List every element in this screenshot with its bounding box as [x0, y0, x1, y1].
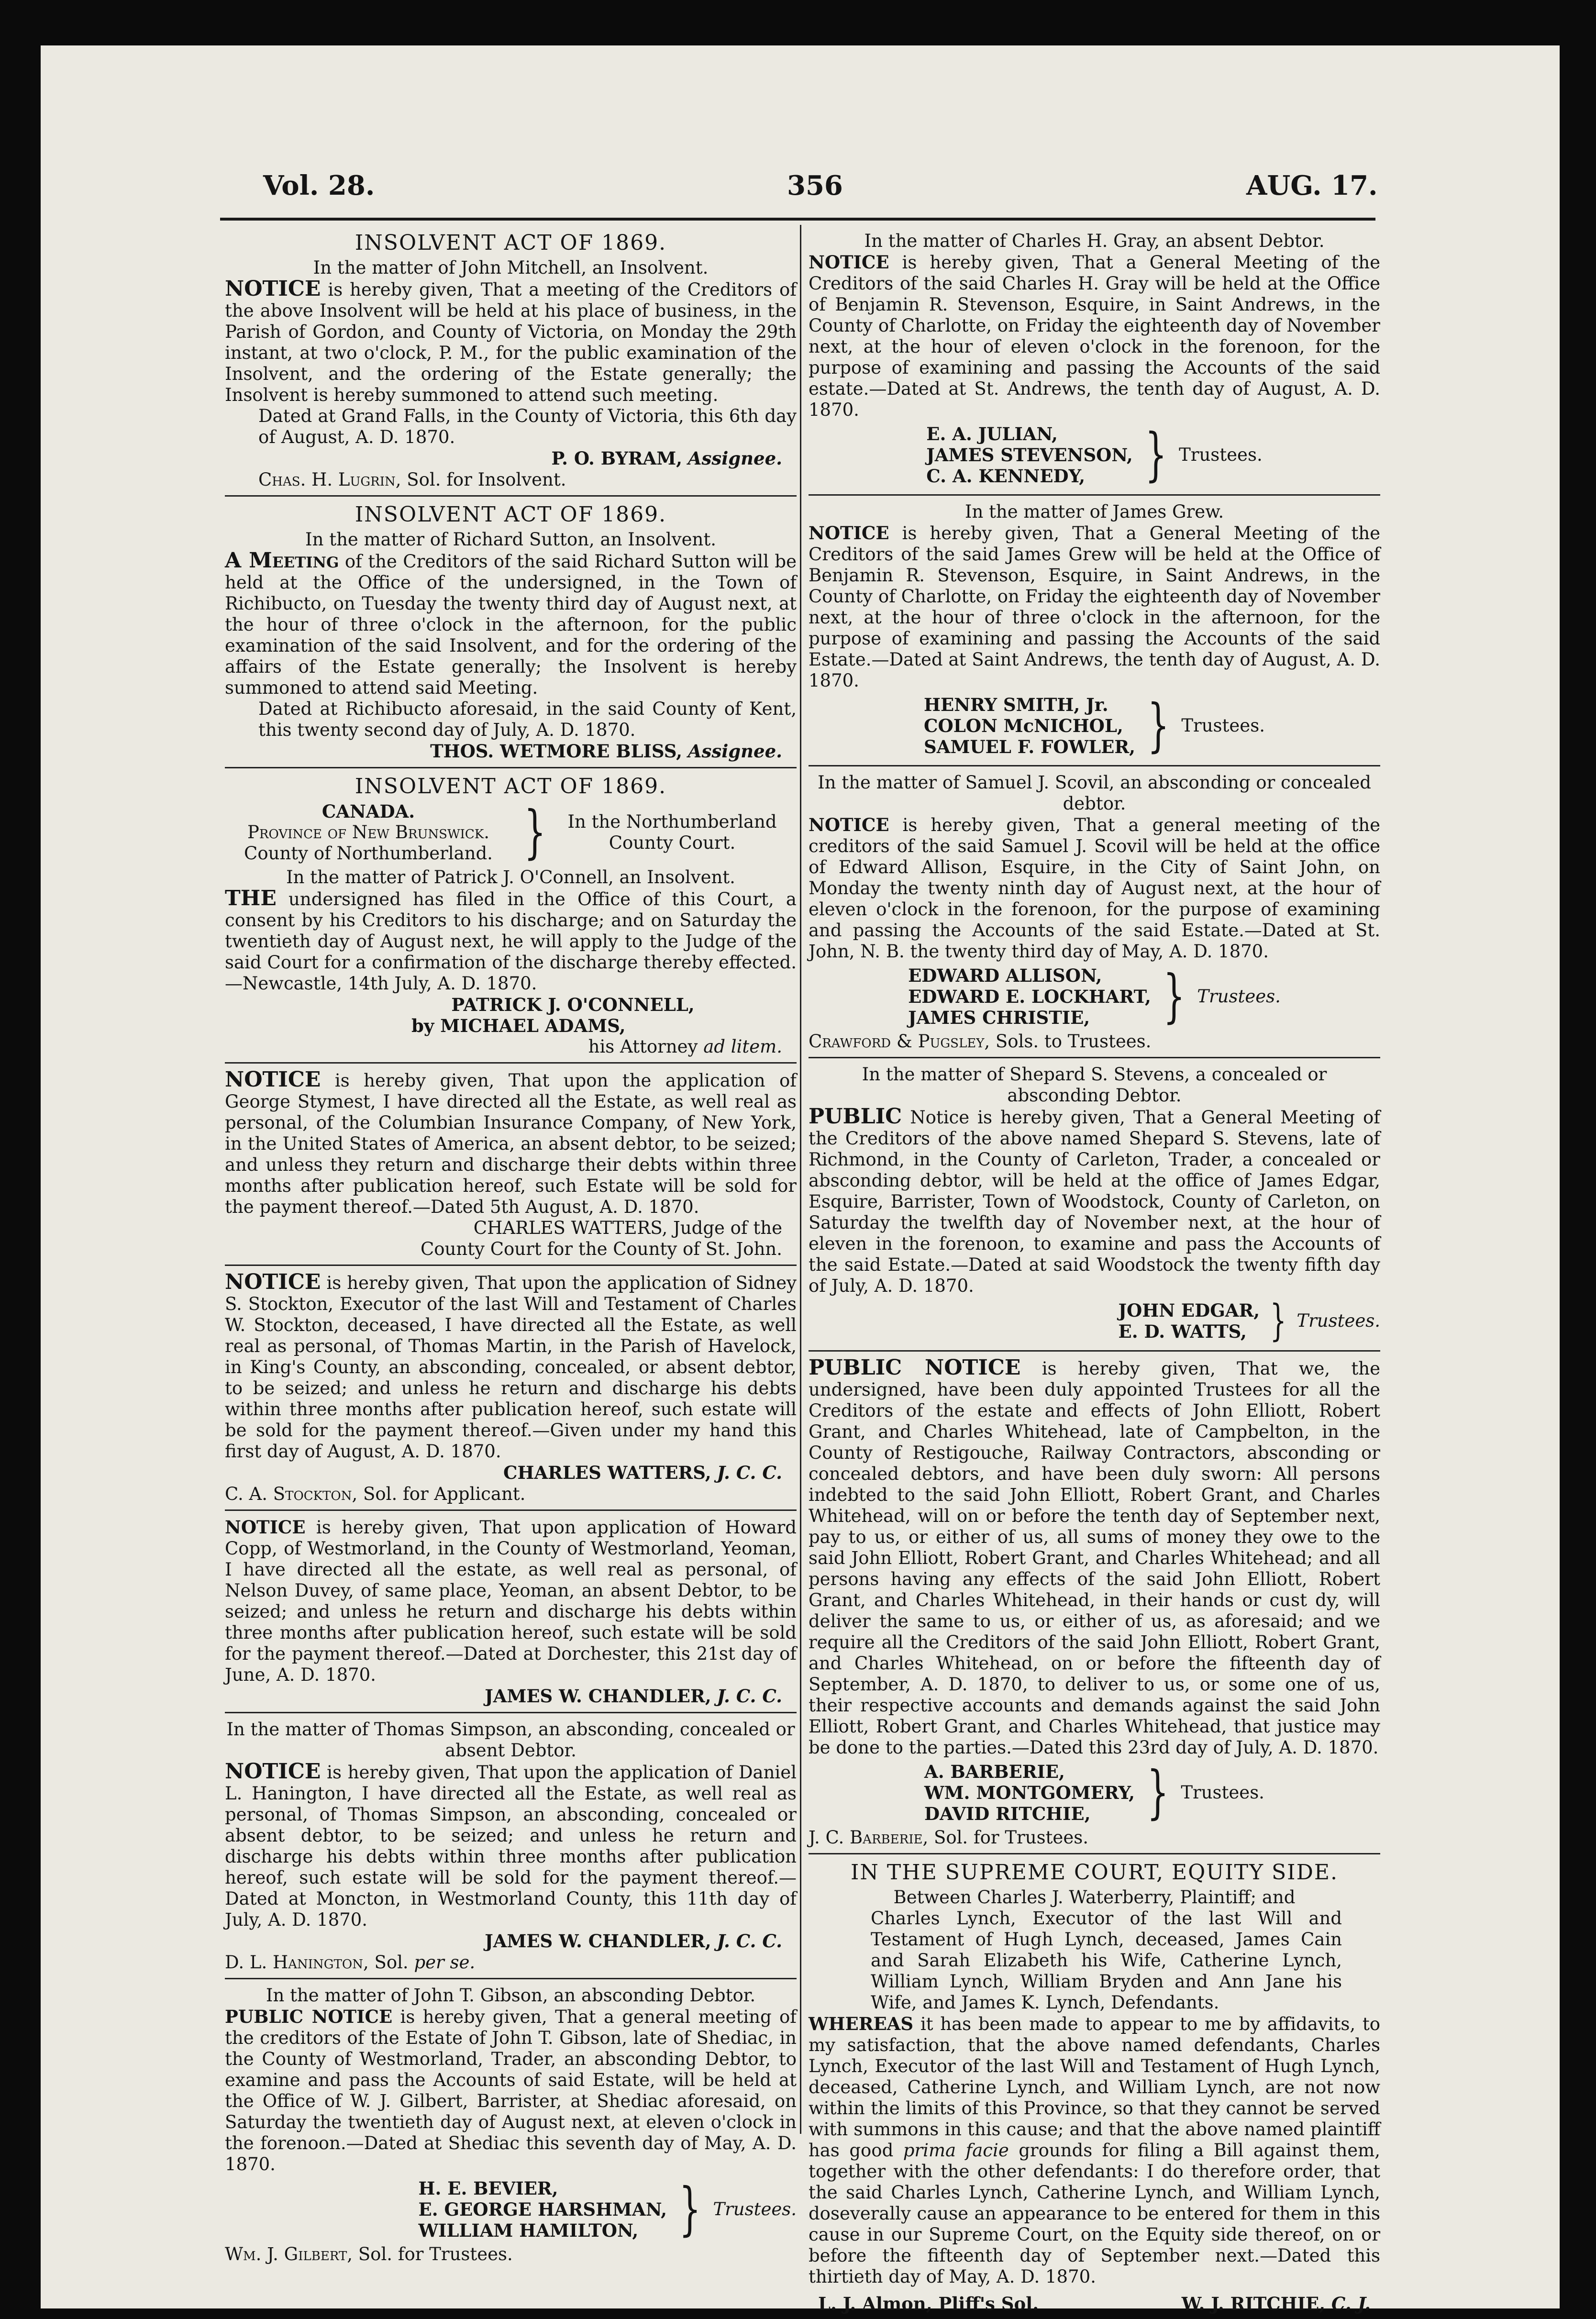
- notice-body: is hereby given, That a General Meeting of the Creditors of the said James Grew will be held at the Office of Benjamin R. Stevenson, Esquire, in Saint Andrews, in the County of Charlotte, on Friday the eighteenth day of November next, at the hour of three o'clock in the afternoon, for the purpose of examining and passing the Accounts of the said Estate.—Dated at Saint Andrews, the tenth day of August, A. D. 1870.: [809, 523, 1380, 691]
- notice-matter: In the matter of Thomas Simpson, an absconding, concealed or absent Debtor.: [226, 1719, 795, 1761]
- trustee-name: COLON McNICHOL,: [924, 715, 1123, 736]
- notice-lead: THE: [225, 886, 277, 910]
- notice-body: is hereby given, That we, the undersigned, have been duly appointed Trustees for all the Creditors of the estate and effects of John Elliott, Robert Grant, and Charles Whitehead, late of Campbelton, in the County of Restigouche, Railway Contractors, absconding or concealed debtors, and have been duly sworn: All persons indebted to the said John Elliott, Robert Grant, and Charles Whitehead, will on or before the tenth day of September next, pay to us, or either of us, all sums of money they owe to the said John Elliott, Robert Grant, and Charles Whitehead; and all persons having any effects of the said John Elliott, Robert Grant, and Charles Whitehead, in their hands or cust dy, will deliver the same to us, or either of us, as aforesaid; and we require all the Creditors of the said John Elliott, Robert Grant, and Charles Whitehead, on or before the fifteenth day of September, A. D. 1870, to deliver to us, or some one of us, their respective accounts and demands against the said John Elliott, Robert Grant, and Charles Whitehead, that justice may be done to the parties.—Dated this 23rd day of July, A. D. 1870.: [809, 1358, 1380, 1758]
- page-number: 356: [787, 170, 843, 201]
- solicitor-name: Chas. H. Lugrin: [258, 469, 396, 490]
- notice-grew: [809, 496, 1380, 766]
- notice-lead: NOTICE: [225, 1270, 321, 1294]
- notice-lead: NOTICE: [809, 814, 889, 835]
- brace-icon: }: [1163, 963, 1186, 1030]
- solicitor-signature: L. J. Almon, Pliff's Sol.: [818, 2293, 1039, 2314]
- notice-body: is hereby given, That a meeting of the Creditors of the above Insolvent will be held at his place of business, in the Parish of Gordon, and County of Victoria, on Monday the 29th instant, at two o'clock, P. M., for the public examination of the Insolvent, and the ordering of the Estate generally; the Insolvent is hereby summoned to attend such meeting.: [225, 279, 797, 405]
- notice-title: IN THE SUPREME COURT, EQUITY SIDE.: [851, 1860, 1338, 1885]
- signature: JAMES W. CHANDLER,: [485, 1931, 711, 1952]
- left-column: [225, 225, 797, 2270]
- trustee-name: JAMES STEVENSON,: [926, 444, 1133, 466]
- signature: P. O. BYRAM,: [551, 448, 683, 469]
- signature-role: J. C. C.: [717, 1686, 782, 1707]
- notice-supreme-court: [809, 1854, 1380, 2319]
- notice-lead: PUBLIC: [809, 1104, 902, 1129]
- volume-number: Vol. 28.: [263, 170, 375, 201]
- trustees-block: [809, 694, 1380, 757]
- signature-title: County Court for the County of St. John.: [420, 1239, 782, 1259]
- issue-date: AUG. 17.: [1246, 170, 1378, 201]
- judge-signature: W. J. RITCHIE,: [1181, 2293, 1326, 2314]
- trustees-block: [809, 1761, 1380, 1824]
- trustee-name: E. GEORGE HARSHMAN,: [418, 2199, 667, 2220]
- brace-icon: }: [1147, 1759, 1169, 1826]
- court-line-1: In the Northumberland: [567, 811, 777, 832]
- notice-stymest: [225, 1064, 797, 1266]
- signature: JAMES W. CHANDLER,: [485, 1686, 711, 1707]
- notice-lead: NOTICE: [225, 277, 321, 301]
- signature-attorney: by MICHAEL ADAMS,: [411, 1015, 626, 1036]
- trustee-name: WILLIAM HAMILTON,: [418, 2220, 639, 2241]
- notice-body-italic: prima facie: [903, 2140, 1009, 2161]
- notice-body: is hereby given, That upon the application of Daniel L. Hanington, I have directed all the Estate, as well real as personal, of Thomas Simpson, an absconding, concealed or absent debtor, to be seized; and unless he return and discharge his debts within three months after publication hereof, such estate will be sold for the payment thereof.—Dated at Moncton, in Westmorland County, this 11th day of July, A. D. 1870.: [225, 1762, 797, 1930]
- notice-stevens: [809, 1058, 1380, 1352]
- solicitor-name: J. C. Barberie: [809, 1827, 923, 1848]
- county: County of Northumberland.: [244, 843, 493, 864]
- trustee-name: SAMUEL F. FOWLER,: [924, 736, 1135, 757]
- notice-stockton: [225, 1266, 797, 1511]
- notice-lead: NOTICE: [225, 1759, 321, 1784]
- signature-role: Assignee.: [687, 741, 782, 762]
- notice-body: of the Creditors of the said Richard Sutton will be held at the Office of the undersigned, in the Town of Richibucto, on Tuesday the twenty third day of August next, at the hour of three o'clock in the afternoon, for the public examination of the said Insolvent, and for the ordering of the affairs of the Estate generally; the Insolvent is hereby summoned to attend said Meeting.: [225, 551, 797, 698]
- trustee-name: H. E. BEVIER,: [418, 2178, 558, 2199]
- signature: THOS. WETMORE BLISS,: [430, 741, 683, 762]
- trustees-label: Trustees.: [713, 2199, 797, 2219]
- province: Province of New Brunswick.: [247, 822, 490, 843]
- notice-lead: PUBLIC NOTICE: [809, 1355, 1021, 1380]
- trustees-label: Trustees.: [1179, 444, 1263, 465]
- right-column: [809, 225, 1380, 2319]
- trustees-label: Trustees.: [1181, 715, 1265, 736]
- notice-lead: NOTICE: [809, 522, 889, 544]
- notice-body: undersigned has filed in the Office of this Court, a consent by his Creditors to his discharge; and on Saturday the twentieth day of August next, he will apply to the Judge of the said Court for a confirmation of the discharge thereby effected.—Newcastle, 14th July, A. D. 1870.: [225, 889, 797, 994]
- notice-scovil: [809, 766, 1380, 1058]
- solicitor-role: , Sol.: [363, 1952, 409, 1973]
- solicitor-role: , Sol. for Insolvent.: [395, 469, 566, 490]
- notice-dated: Dated at Grand Falls, in the County of Victoria, this 6th day of August, A. D. 1870.: [258, 406, 797, 447]
- notice-matter: In the matter of Charles H. Gray, an absent Debtor.: [864, 231, 1325, 251]
- notice-mitchell: [225, 225, 797, 497]
- solicitor-name: D. L. Hanington: [225, 1952, 363, 1973]
- trustees-block: [809, 423, 1380, 487]
- trustee-name: WM. MONTGOMERY,: [924, 1782, 1135, 1803]
- notice-copp: [225, 1511, 797, 1713]
- solicitor-role: , Sol. for Trustees.: [347, 2244, 513, 2264]
- trustees-label: Trustees.: [1297, 1310, 1380, 1331]
- notice-oconnell: [225, 768, 797, 1064]
- signature-role: J. C. C.: [717, 1931, 782, 1952]
- notice-sutton: [225, 497, 797, 768]
- notice-lead: NOTICE: [809, 252, 889, 273]
- trustee-name: JOHN EDGAR,: [1118, 1300, 1260, 1321]
- solicitor-name: C. A. Stockton: [225, 1484, 352, 1504]
- notice-simpson: [225, 1713, 797, 1979]
- notice-body: is hereby given, That upon application of Howard Copp, of Westmorland, in the County of Westmorland, Yeoman, I have directed all the estate, as well real as personal, of Nelson Duvey, of same place, Yeoman, an absent Debtor, to be seized; and unless he return and discharge his debts within three months after publication hereof, such estate will be sold for the payment thereof.—Dated at Dorchester, this 21st day of June, A. D. 1870.: [225, 1517, 797, 1685]
- solicitor-role-italic: per se.: [414, 1952, 476, 1973]
- notice-matter: In the matter of John T. Gibson, an absconding Debtor.: [266, 1985, 756, 2006]
- notice-matter: In the matter of Samuel J. Scovil, an absconding or concealed debtor.: [818, 772, 1371, 814]
- signature: CHARLES WATTERS,: [503, 1462, 711, 1483]
- solicitor-name: Wm. J. Gilbert: [225, 2244, 347, 2264]
- trustee-name: E. D. WATTS,: [1118, 1321, 1247, 1342]
- trustees-block: [225, 2178, 797, 2241]
- judge-role: C. J.: [1331, 2293, 1371, 2314]
- attorney-label-italic: ad litem.: [703, 1036, 782, 1057]
- trustee-name: A. BARBERIE,: [924, 1761, 1065, 1782]
- notice-lead: NOTICE: [225, 1517, 306, 1538]
- header-rule: [220, 218, 1375, 221]
- brace-icon: }: [1147, 692, 1170, 759]
- jurisdiction-block: [225, 801, 797, 864]
- signature: PATRICK J. O'CONNELL,: [451, 994, 695, 1015]
- notice-body: is hereby given, That a general meeting of the creditors of the said Samuel J. Scovil will be held at the office of Edward Allison, Esquire, in the City of Saint John, on Monday the twenty ninth day of August next, at the hour of eleven o'clock in the forenoon, for the purpose of examining and passing the Accounts of the said Estate.—Dated at St. John, N. B. the twenty third day of May, A. D. 1870.: [809, 815, 1380, 962]
- solicitor-role: , Sol. for Applicant.: [352, 1484, 526, 1504]
- brace-icon: }: [1145, 422, 1167, 488]
- brace-icon: }: [679, 2176, 701, 2242]
- notice-elliott: [809, 1352, 1380, 1854]
- signature-role: Assignee.: [687, 448, 782, 469]
- signature-role: J. C. C.: [717, 1462, 782, 1483]
- notice-matter: In the matter of Shepard S. Stevens, a concealed or absconding Debtor.: [862, 1064, 1327, 1106]
- notice-title: INSOLVENT ACT OF 1869.: [355, 774, 667, 799]
- trustee-name: E. A. JULIAN,: [926, 423, 1058, 444]
- parties-between: Between Charles J. Waterberry, Plaintiff; and: [893, 1887, 1296, 1908]
- notice-lead: A Meeting: [225, 548, 339, 573]
- notice-dated: Dated at Richibucto aforesaid, in the said County of Kent, this twenty second day of July, A. D. 1870.: [258, 699, 797, 740]
- notice-gray: [809, 225, 1380, 496]
- trustees-block: [809, 1296, 1380, 1346]
- notice-matter: In the matter of James Grew.: [964, 501, 1224, 522]
- trustee-name: DAVID RITCHIE,: [924, 1803, 1091, 1824]
- attorney-label: his Attorney: [588, 1036, 698, 1057]
- notice-gibson: [225, 1979, 797, 2270]
- trustee-name: HENRY SMITH, Jr.: [924, 694, 1108, 715]
- notice-body: is hereby given, That a General Meeting of the Creditors of the said Charles H. Gray will be held at the Office of Benjamin R. Stevenson, Esquire, in Saint Andrews, in the County of Charlotte, on Friday the eighteenth day of November next, at the hour of eleven o'clock in the forenoon, for the purpose of examining and passing the Accounts of the said estate.—Dated at St. Andrews, the tenth day of August, A. D. 1870.: [809, 252, 1380, 420]
- notice-body: it has been made to appear to me by affidavits, to my satisfaction, that the above named defendants, Charles Lynch, Executor of the last Will and Testament of Hugh Lynch, deceased, Catherine Lynch, and William Lynch, are not now within the limits of this Province, so that they cannot be served with summons in this cause; and that the above named plaintiff has good: [809, 2014, 1380, 2161]
- trustee-name: C. A. KENNEDY,: [926, 466, 1086, 487]
- notice-title: INSOLVENT ACT OF 1869.: [355, 502, 667, 527]
- notice-body: is hereby given, That a general meeting of the creditors of the Estate of John T. Gibson, late of Shediac, in the County of Westmorland, Trader, an absconding Debtor, to examine and pass the Accounts of said Estate, will be held at the Office of W. J. Gilbert, Barrister, at Shediac aforesaid, on Saturday the twentieth day of August next, at eleven o'clock in the forenoon.—Dated at Shediac this seventh day of May, A. D. 1870.: [225, 2007, 797, 2175]
- parties-defendants: Charles Lynch, Executor of the last Will and Testament of Hugh Lynch, deceased, James Cain and Sarah Elizabeth his Wife, Catherine Lynch, William Lynch, William Bryden and Ann Jane his Wife, and James K. Lynch, Defendants.: [871, 1908, 1342, 2013]
- solicitor-role: , Sols. to Trustees.: [984, 1031, 1152, 1052]
- trustee-name: JAMES CHRISTIE,: [908, 1007, 1090, 1028]
- notice-body: is hereby given, That upon the application of George Stymest, I have directed all the Estate, as well real as personal, of the Columbian Insurance Company, of New York, in the United States of America, an absent debtor, to be seized; and unless they return and discharge their debts within three months after publication hereof, such Estate will be sold for the payment thereof.—Dated 5th August, A. D. 1870.: [225, 1070, 797, 1217]
- trustee-name: EDWARD E. LOCKHART,: [908, 986, 1151, 1007]
- court-line-2: County Court.: [609, 832, 736, 853]
- trustees-block: [809, 965, 1380, 1028]
- notice-lead: WHEREAS: [809, 2013, 914, 2034]
- notice-body-cont: grounds for filing a Bill against them, together with the other defendants: I do therefore order, that the said Charles Lynch, Catherine Lynch, and William Lynch, doseverally cause an appearance to be entered for them in this cause in our Supreme Court, on the Equity side thereof, on or before the fifteenth day of September next.—Dated this thirtieth day of May, A. D. 1870.: [809, 2140, 1381, 2287]
- notice-matter: In the matter of Richard Sutton, an Insolvent.: [305, 529, 716, 550]
- trustees-label: Trustees.: [1197, 986, 1281, 1007]
- notice-title: INSOLVENT ACT OF 1869.: [355, 231, 667, 255]
- notice-body: is hereby given, That upon the application of Sidney S. Stockton, Executor of the last Will and Testament of Charles W. Stockton, deceased, I have directed all the Estate, as well real as personal, of Thomas Martin, in the Parish of Havelock, in King's County, an absconding, concealed, or absent debtor, to be seized; and unless he return and discharge his debts within three months after publication hereof, such estate will be sold for the payment thereof.—Given under my hand this first day of August, A. D. 1870.: [225, 1273, 797, 1462]
- notice-matter: In the matter of Patrick J. O'Connell, an Insolvent.: [286, 867, 735, 888]
- brace-icon: }: [524, 799, 546, 865]
- notice-body: Notice is hereby given, That a General Meeting of the Creditors of the above named Shepard S. Stevens, late of Richmond, in the County of Carleton, Trader, a concealed or absconding debtor, will be held at the office of James Edgar, Esquire, Barrister, Town of Woodstock, County of Carleton, on Saturday the twelfth day of November next, at the hour of eleven in the forenoon, to examine and pass the Accounts of the said Estate.—Dated at said Woodstock the twenty fifth day of July, A. D. 1870.: [809, 1107, 1380, 1296]
- notice-matter: In the matter of John Mitchell, an Insolvent.: [313, 257, 709, 278]
- solicitor-role: , Sol. for Trustees.: [922, 1827, 1088, 1848]
- solicitor-name: Crawford & Pugsley: [809, 1031, 985, 1052]
- signature: CHARLES WATTERS, Judge of the: [473, 1218, 782, 1238]
- trustees-label: Trustees.: [1181, 1782, 1264, 1803]
- brace-icon: }: [1270, 1296, 1286, 1346]
- column-divider: [800, 225, 801, 2134]
- country: CANADA.: [321, 801, 415, 822]
- trustee-name: EDWARD ALLISON,: [908, 965, 1102, 986]
- notice-lead: PUBLIC NOTICE: [225, 2006, 393, 2027]
- notice-lead: NOTICE: [225, 1067, 321, 1092]
